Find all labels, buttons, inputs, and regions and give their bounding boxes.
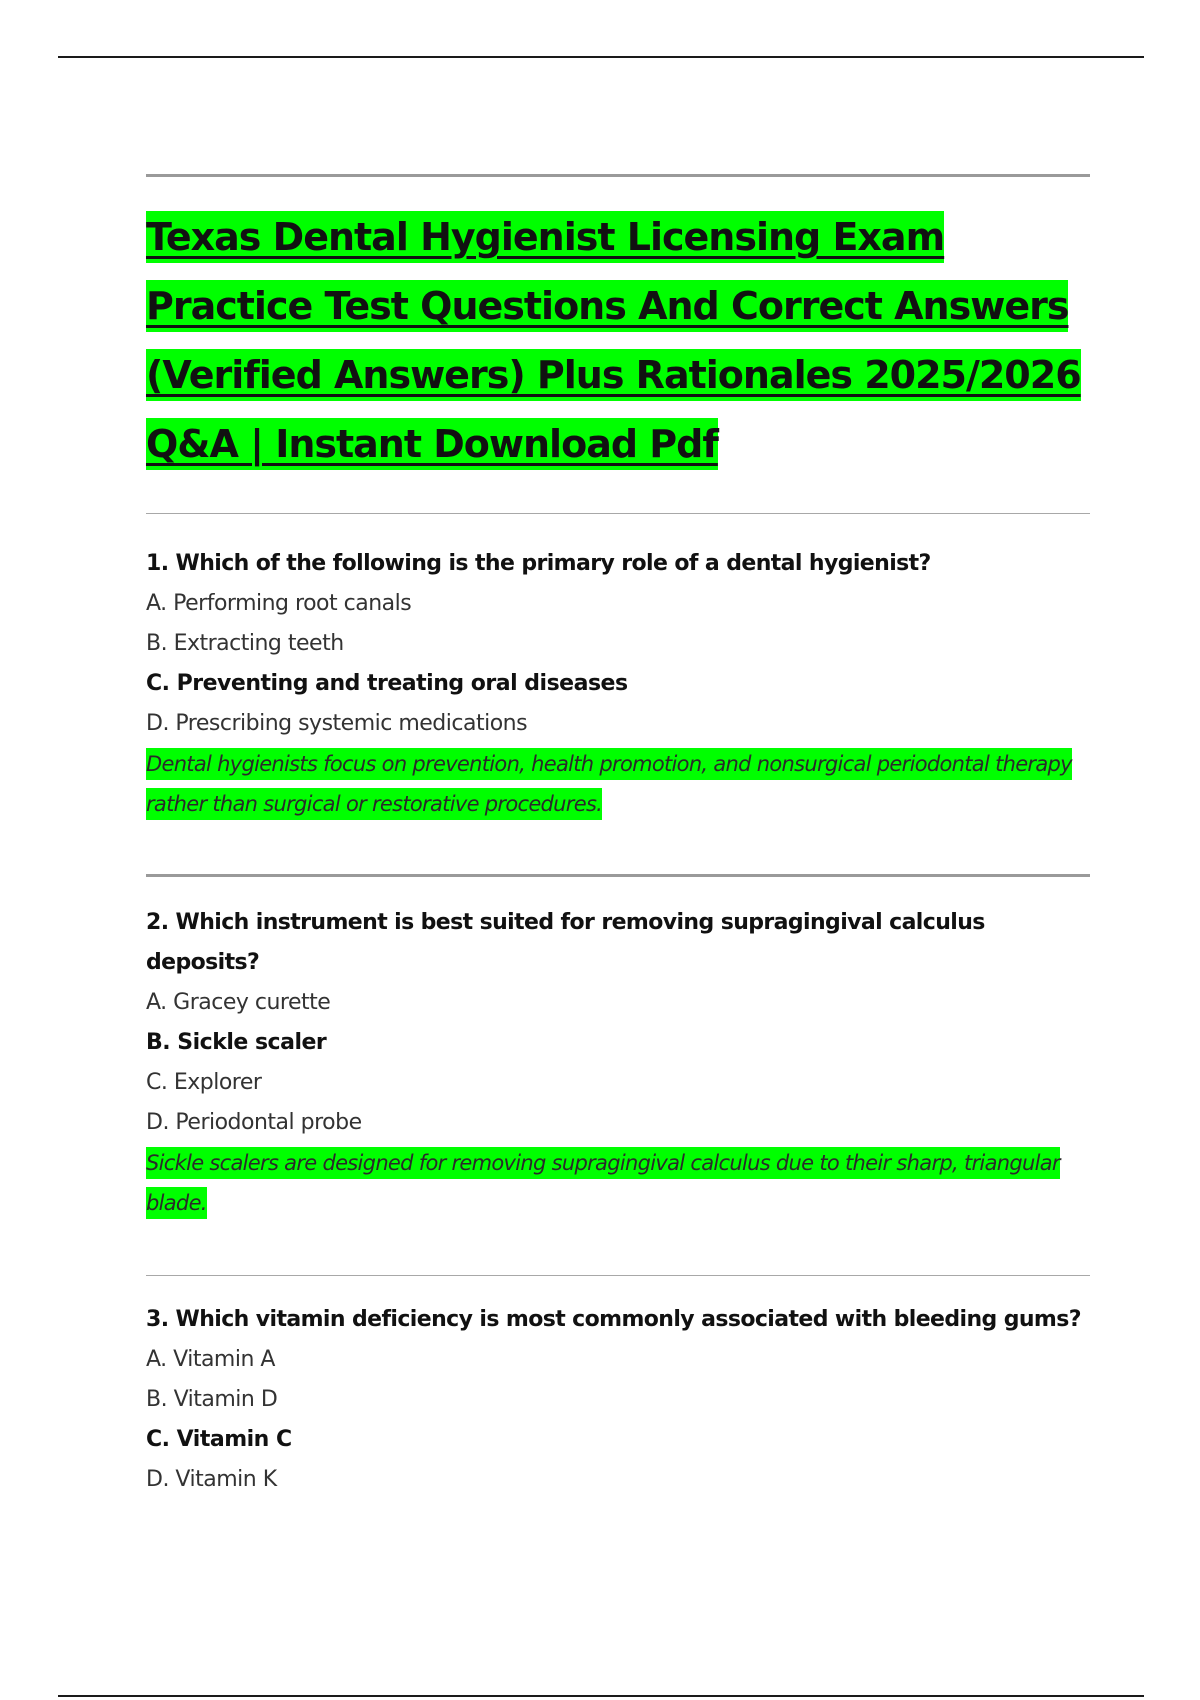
question-stem: 2. Which instrument is best suited for removing supragingival calculus deposits? <box>146 910 985 975</box>
option-a: A. Vitamin A <box>146 1347 275 1372</box>
option-c-correct: C. Preventing and treating oral diseases <box>146 671 628 696</box>
option-d: D. Prescribing systemic medications <box>146 711 528 736</box>
document-title-text: Texas Dental Hygienist Licensing Exam Practice Test Questions And Correct Answers (Verified Answers) Plus Rationales 2025/2026 Q&A | Instant Download Pdf <box>146 211 1081 470</box>
option-b: B. Vitamin D <box>146 1387 278 1412</box>
option-a: A. Gracey curette <box>146 990 331 1015</box>
question-stem: 1. Which of the following is the primary role of a dental hygienist? <box>146 551 931 576</box>
rationale-text: Sickle scalers are designed for removing supragingival calculus due to their sharp, triangular blade. <box>146 1147 1060 1219</box>
page-top-rule <box>58 56 1144 58</box>
option-d: D. Vitamin K <box>146 1467 277 1492</box>
document-title <box>146 203 1090 479</box>
option-c-correct: C. Vitamin C <box>146 1427 292 1452</box>
title-top-divider <box>146 174 1090 177</box>
option-c: C. Explorer <box>146 1070 262 1095</box>
rationale <box>146 1143 1090 1223</box>
option-b-correct: B. Sickle scaler <box>146 1030 327 1055</box>
option-b: B. Extracting teeth <box>146 631 344 656</box>
question-divider <box>146 874 1090 877</box>
title-bottom-divider <box>146 513 1090 514</box>
question-stem: 3. Which vitamin deficiency is most commonly associated with bleeding gums? <box>146 1307 1081 1332</box>
document-content <box>146 174 1090 1500</box>
rationale <box>146 744 1090 824</box>
page-bottom-rule <box>58 1695 1144 1697</box>
question-divider <box>146 1275 1090 1276</box>
rationale-text: Dental hygienists focus on prevention, health promotion, and nonsurgical periodontal therapy rather than surgical or restorative procedures. <box>146 748 1072 820</box>
option-d: D. Periodontal probe <box>146 1110 362 1135</box>
question-1 <box>146 544 1090 824</box>
question-2 <box>146 903 1090 1223</box>
option-a: A. Performing root canals <box>146 591 412 616</box>
question-3 <box>146 1300 1090 1500</box>
